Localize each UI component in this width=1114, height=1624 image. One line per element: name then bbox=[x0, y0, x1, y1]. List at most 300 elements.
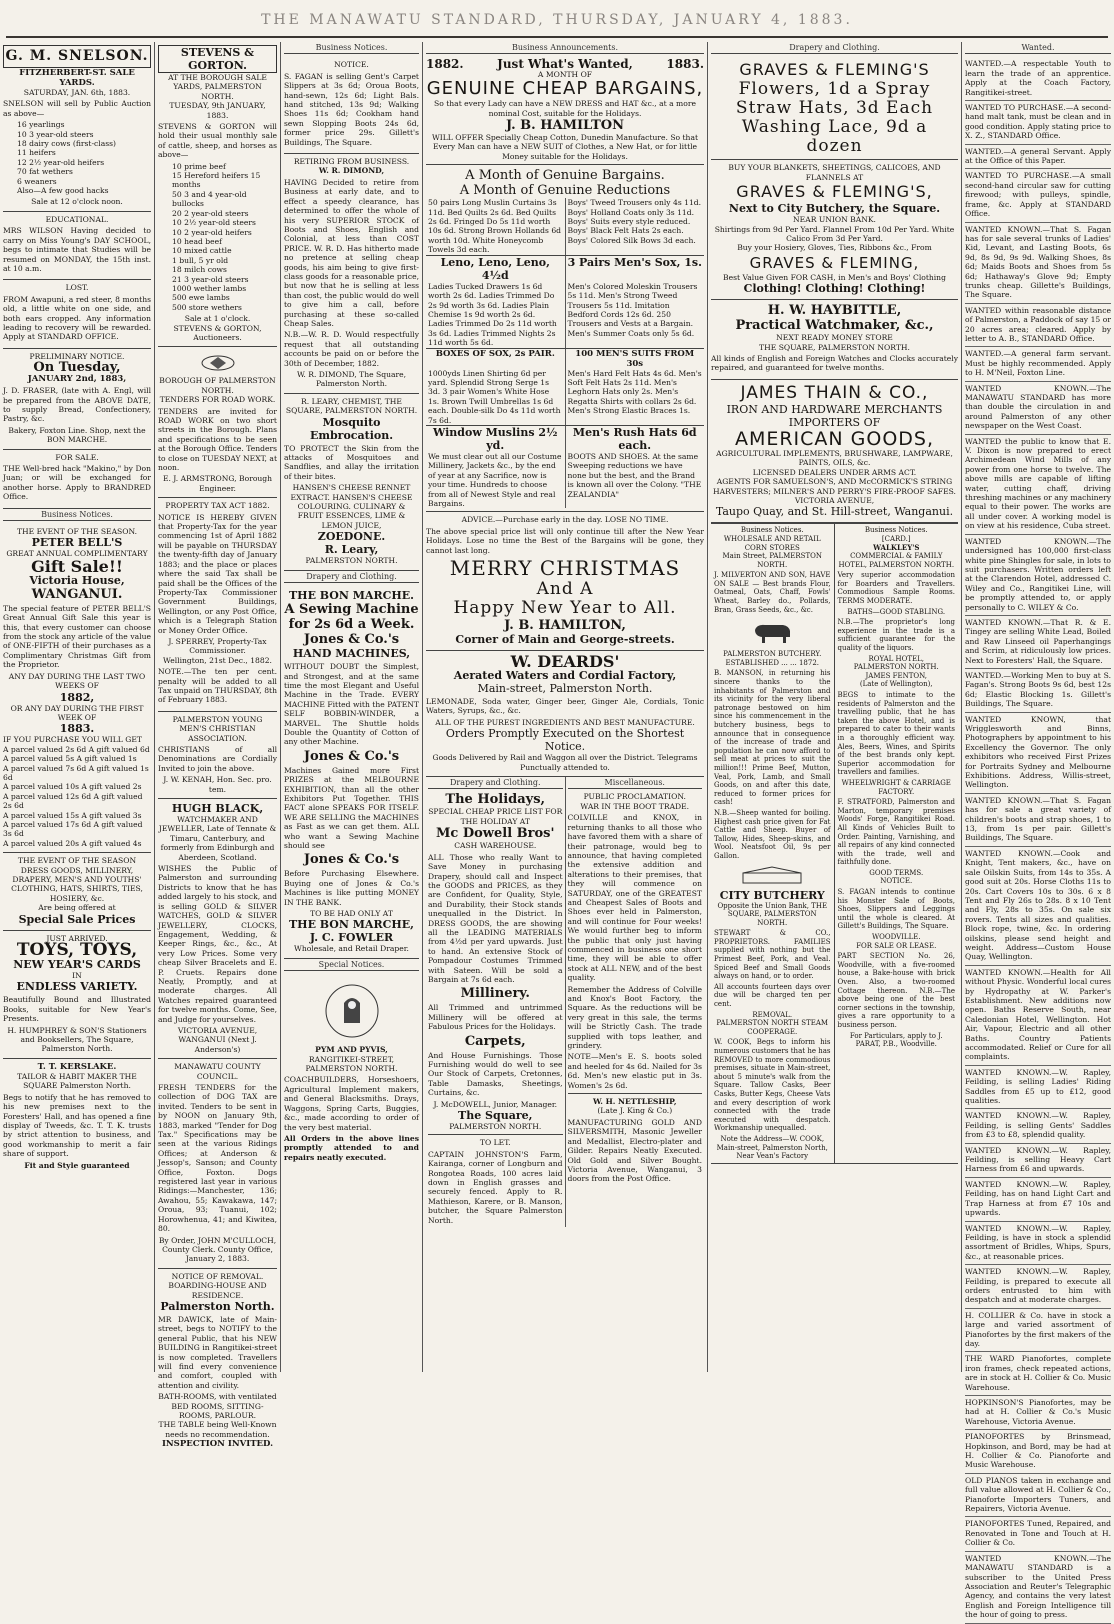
wanted-ad: OLD PIANOS taken in exchange and full value allowed at H. Collier & Co., Pianoforte Importers Tuners, and Repairers, Victoria Avenue. bbox=[965, 1474, 1111, 1518]
best-value: Best Value Given FOR CASH, in Men's and Boys' Clothing bbox=[723, 272, 946, 282]
hamilton-name-2: J. B. HAMILTON, bbox=[504, 618, 626, 634]
wanted-ad: WANTED KNOWN.—The MANAWATU STANDARD is a subscriber to the United Press Association and Reuter's Telegraphic Agency, and contains the very latest English and Foreign Intelligence till the hour of going to press. bbox=[965, 1552, 1111, 1624]
bon-marche-title: THE BON MARCHE. bbox=[289, 589, 414, 603]
tuesday-date: JANUARY 2nd, 1883, bbox=[27, 374, 127, 385]
wanted-ad: PIANOFORTES Tuned, Repaired, and Renovated in Tone and Touch at H. Collier & Co. bbox=[965, 1517, 1111, 1551]
haybittle-square: THE SQUARE, PALMERSTON NORTH. bbox=[759, 342, 910, 352]
section-header: Business Notices. bbox=[3, 509, 151, 521]
fenton-sub: (Late of Wellington), bbox=[859, 680, 933, 689]
list-item: 10 prime beef bbox=[172, 161, 226, 171]
fowler-name: J. C. FOWLER bbox=[309, 931, 394, 945]
hugh-text: WISHES the Public of Palmerston and surrounding Districts to know that he has added largely to his stock, and is selling GOLD & SILVER WATCHES, GOLD & SILVER JEWELLERY, CLOCKS, Engagement, Wedding, & Keeper Rings, &c., &c., At very Low Prices. Some very cheap Silver Bracelets and E. P. Cruets. Repairs done Neatly, Promptly, and at moderate charges. All Watches repaired guaranteed for twelve months. Come, See, and Judge for yourselves. bbox=[158, 864, 277, 1024]
walkley-text: Very superior accommodation for Boarders and Travellers. Commodious Sample Rooms. TERMS MODERATE. bbox=[837, 571, 955, 606]
city-butchery-title: CITY BUTCHERY bbox=[719, 888, 825, 902]
taupo-text: Taupo Quay, and St. Hill-street, Wanganui. bbox=[715, 505, 954, 519]
cheese-text: HANSEN'S CHEESE RENNET EXTRACT. HANSEN'S CHEESE COLOURING. CULINARY & FRUIT ESSENCES, LIME & LEMON JUICE, bbox=[290, 483, 413, 530]
table-row: A parcel valued 15s A gift valued 3s bbox=[3, 810, 142, 820]
wanted-list bbox=[965, 57, 1111, 1623]
watchmaker-title: Practical Watchmaker, &c., bbox=[735, 318, 934, 334]
list-item: 18 milch cows bbox=[172, 265, 227, 275]
sewing-title: A Sewing Machine for 2s 6d a Week. bbox=[284, 602, 419, 633]
for-sale-title: FOR SALE OR LEASE. bbox=[856, 941, 937, 950]
advice-para: The above special price list will only continue till after the New Year Holidays. Lose no time the Best of the Bargains will be gone, they cannot last long. bbox=[426, 526, 704, 555]
commercial-title: COMMERCIAL & FAMILY HOTEL, PALMERSTON NORTH. bbox=[838, 552, 955, 569]
wanted-ad: WANTED TO PURCHASE.—A small second-hand circular saw for cutting firewood; with pulleys, spindle, frame, &c. Apply at STANDARD Office. bbox=[965, 169, 1111, 222]
fowler-sub: Wholesale, and Retail Draper. bbox=[294, 944, 409, 954]
column-1 bbox=[0, 42, 154, 1372]
kenah-sign: J. W. KENAH, Hon. Sec. pro. tem. bbox=[163, 775, 272, 794]
sox-text: Men's Colored Moleskin Trousers 5s 11d. Men's Strong Tweed Trousers 5s 11d. Imitation Bedford Cords 12s 6d. 250 Trousers and Vests at a Bargain. Men's Summer Coats only 5s 6d. bbox=[565, 282, 705, 348]
list-item: 500 ewe lambs bbox=[172, 293, 230, 303]
mosquito-text: TO PROTECT the Skin from the attacks of Mosquitoes and Sandflies, and allay the irritation of their bites. bbox=[284, 443, 419, 481]
wanted-ad: PIANOFORTES by Brinsmead, Hopkinson, and Bord, may be had at H. Collier & Co. Pianoforte and Music Warehouse. bbox=[965, 1430, 1111, 1474]
section-header: Special Notices. bbox=[284, 959, 419, 971]
walkley-nb: N.B.—The proprietor's long experience in the trade is a sufficient guarantee for the quality of the liquors. bbox=[837, 618, 955, 653]
coat-of-arms-icon bbox=[198, 354, 238, 372]
tax-text: NOTICE IS HEREBY GIVEN that Property-Tax for the year commencing 1st of April 1882 will be payable on THURSDAY the twenty-fifth day of January 1883; and the place or places where the said Tax shall be paid shall be the Offices of the Property-Tax Commissioner Government Buildings, Wellington, or any Post Office, which is a Telegraph Station or Money Order Office. bbox=[158, 512, 277, 635]
window-text: We must clear out all our Costume Millinery, Jackets &c., by the end of year at any Sacrifice, now is your time. Hundreds to choose from all of Newest Style and real Bargains. bbox=[428, 451, 562, 508]
for-sale-title: FOR SALE. bbox=[55, 452, 99, 462]
wanted-ad: WANTED KNOWN.—W. Rapley, Feilding, is prepared to execute all orders entrusted to him with despatch and at moderate charges. bbox=[965, 1265, 1111, 1309]
fenton-text: BEGS to intimate to the residents of Palmerston and the travelling public, that he has taken the above Hotel, and is prepared to cater to their wants in a thoroughly efficient way. Ales, Beers, Wines, and Spirits of the best brands only kept. Superior accommodation for travellers and families. bbox=[837, 691, 955, 777]
price-list-6 bbox=[426, 425, 704, 452]
wanted-ad: H. COLLIER & Co. have in stock a large and varied assortment of Pianofortes by the first makers of the day. bbox=[965, 1309, 1111, 1353]
stewart-text: STEWART & CO., PROPRIETORS. FAMILIES supplied with nothing but the Primest Beef, Pork, and Veal. Spiced Beef and Small Goods always on hand, or to order. bbox=[714, 929, 831, 981]
royal-location: PALMERSTON NORTH. bbox=[853, 663, 939, 672]
holidays-sub: SPECIAL CHEAP PRICE LIST FOR THE HOLIDAY AT bbox=[428, 807, 563, 826]
section-header: Wanted. bbox=[965, 42, 1111, 54]
happy-new-year: Happy New Year to All. bbox=[453, 598, 677, 619]
dimond-name: W. R. DIMOND, bbox=[318, 166, 385, 176]
list-item: 20 2 year-old steers bbox=[172, 208, 249, 218]
main-street-text: Main Street, PALMERSTON NORTH. bbox=[722, 552, 822, 569]
colville-text: COLVILLE and KNOX, in returning thanks to all those who have favored them with a share of their patronage, would beg to announce, that having completed the extensive addition and alterations to their premises, that they will commence on SATURDAY, one of the GREATEST and Cheapest Sales of Boots and Shoes ever held in Palmerston, and will continue for Four weeks! We would further beg to inform the public that only just having commenced in business one short time, they will be able to offer stock at ALL NEW, and of the best quality. bbox=[567, 813, 702, 983]
stevens-sign: STEVENS & GORTON, Auctioneers. bbox=[173, 323, 262, 342]
deards-ad bbox=[426, 651, 704, 777]
milverton-text: J. MILVERTON AND SON, HAVE ON SALE — Best brands Flour, Oatmeal, Oats, Chaff, Fowls' Wheat, Barley do., Pollards, Bran, Grass Seeds, &c., &c. bbox=[714, 571, 831, 614]
books-text: Beautifully Bound and Illustrated Books, suitable for New Year's Presents. bbox=[3, 995, 151, 1024]
list-item: 50 3 and 4 year-old bullocks bbox=[172, 189, 247, 209]
retiring-title: RETIRING FROM BUSINESS. bbox=[293, 157, 410, 167]
pym-text: COACHBUILDERS, Horseshoers, Agricultural Implement makers, and General Blacksmiths. Drays, Waggons, Spring Carts, Buggies, &c., made according to order of the very best material. bbox=[284, 1075, 419, 1132]
jones-title-3: Jones & Co.'s bbox=[303, 852, 400, 868]
month-reductions: A Month of Genuine Reductions bbox=[459, 183, 671, 199]
wanted-ad: WANTED KNOWN.—Health for All without Physic. Wonderful local cures by Hydropathy at W. Parker's Establishment. New additions now open. Baths Reserve South, near Caledonian Hotel, Wellington. Hot Air, Vapour, Electric and all other Baths. Country Patients accommodated. Relief or Cure for all complaints. bbox=[965, 966, 1111, 1066]
list-item: 16 yearlings bbox=[17, 120, 65, 130]
shirtings-text: Shirtings from 9d Per Yard. Flannel From 10d Per Yard. White Calico From 3d Per Yard. bbox=[714, 224, 955, 244]
inspection-text: INSPECTION INVITED. bbox=[161, 1439, 274, 1450]
sperrey-sign: J. SPERREY, Property-Tax Commissioner. bbox=[168, 636, 267, 656]
wanted-ad: WANTED KNOWN.—Cook and Knight, Tent makers, &c., have on sale Oilskin Suits, from 14s to 35s. A good suit at 20s. Horse Cloths 11s to 20s. Cart Covers 10s to 30s. 6 x 8 Tent and Fly 26s to 28s. 8 x 10 Tent and Fly, 28s to 35s. On sale six rovers. Tents all sizes and qualities. Block rope, twine, &c. In ordering oilskins, please send height and weight. Address—Custom House Quay, Wellington. bbox=[965, 847, 1111, 966]
merry-christmas: MERRY CHRISTMAS bbox=[449, 556, 681, 581]
armstrong-sign: E. J. ARMSTRONG, Borough Engineer. bbox=[162, 474, 273, 493]
hugh-trade: WATCHMAKER AND JEWELLER, Late of Tennate & Timaru, Canterbury, and formerly from Edinburgh and Aberdeen, Scotland. bbox=[158, 815, 277, 862]
table-row: A parcel valued 2s 6d A gift valued 6d bbox=[3, 744, 150, 754]
boxes-text: 1000yds Linen Shirting 6d per yard. Splendid Strong Serge 1s 3d. 3 pair Women's White Hose 1s. Brown Twill Umbrellas 1s 6d each. Double-silk Do 4s 11d worth 7s 6d. bbox=[428, 368, 561, 425]
educational-ad bbox=[3, 212, 151, 280]
list-item: 6 weaners bbox=[17, 176, 57, 186]
cow-icon bbox=[749, 618, 795, 646]
list-item: 18 dairy cows (first-class) bbox=[17, 139, 117, 149]
nettleship-text: MANUFACTURING GOLD AND SILVERSMITH, Masonic Jeweller and Medallist, Electro-plater and Gilder. Repairs Neatly Executed. Old Gold and Silver Bought. Victoria Avenue, Wanganui, 3 doors from the Post Office. bbox=[567, 1117, 702, 1184]
wanted-ad: HOPKINSON'S Pianofortes, may be had at H. Collier & Co.'s Music Warehouse, Victoria Avenue. bbox=[965, 1396, 1111, 1430]
educational-title: EDUCATIONAL. bbox=[45, 214, 109, 224]
jones-text-3: Before Purchasing Elsewhere. Buying one of Jones & Co.'s Machines is like putting MONEY IN THE BANK. bbox=[284, 869, 419, 907]
lost-ad bbox=[3, 280, 151, 348]
wanted-heading: Just What's Wanted, bbox=[497, 57, 633, 72]
royal-title: ROYAL HOTEL, bbox=[868, 654, 924, 663]
wholesale-title: WHOLESALE AND RETAIL CORN STORES bbox=[723, 534, 821, 552]
lemonade-text: LEMONADE, Soda water, Ginger beer, Ginger Ale, Cordials, Tonic Waters, Syrups, &c., &c. bbox=[426, 697, 704, 716]
dimond-nb: N.B.—W. R. D. Would respectfully request that all outstanding accounts be paid on or before the 30th of December, 1882. bbox=[284, 330, 419, 368]
or-any-day-text: OR ANY DAY DURING THE FIRST WEEK OF bbox=[10, 703, 144, 722]
milverton-ad bbox=[711, 524, 835, 1162]
haybittle-name: H. W. HAYBITTLE, bbox=[767, 303, 902, 319]
agri-text: AGRICULTURAL IMPLEMENTS, BRUSHWARE, LAMPWARE, PAINTS, OILS, &c. bbox=[716, 448, 953, 468]
county-ad bbox=[158, 1059, 277, 1269]
wanted-ad: WANTED the public to know that E. V. Dixon is now prepared to erect Archimedean Wind Mills of any power from one horse to twelve. The above mills are capable of lifting water, cutting chaff, driving threshing machines or any machinery equal to their power. The works are all under cover. A working model is on view at his residence, Cuba street. bbox=[965, 435, 1111, 535]
col5-grid bbox=[711, 523, 958, 1163]
tenders-text: TENDERS are invited for ROAD WORK on two short streets in the Borough. Plans and specifications to be seen at the Borough Office. Tenders to close on TUESDAY NEXT, at noon. bbox=[158, 406, 277, 473]
borough-ad bbox=[158, 347, 277, 498]
bon-marche-ad bbox=[284, 586, 419, 959]
price-list-4 bbox=[426, 348, 704, 369]
nettleship-sub: (Late J. King & Co.) bbox=[597, 1106, 673, 1116]
for-sale-text: THE Well-bred hack "Makino," by Don Juan; or will be exchanged for another horse. Apply to BRANDRED Office. bbox=[3, 464, 151, 502]
ymca-title: PALMERSTON YOUNG MEN'S CHRISTIAN ASSOCIATION. bbox=[172, 714, 263, 743]
wanted-ad: WANTED.—A respectable Youth to learn the trade of an apprentice. Apply at the Coach Factory, Rangitikei-street. bbox=[965, 57, 1111, 101]
wanted-ad: WANTED KNOWN.—That R. & E. Tingey are selling White Lead, Boiled and Raw Linseed oil Paperhangings and Scrim, at ridiculously low prices. Next to Foresters' Hall, the Square. bbox=[965, 616, 1111, 669]
cook-text: W. COOK, Begs to inform his numerous customers that he has REMOVED to more commodious premises, situate in Main-street, about 5 minute's walk from the Square. Tallow Casks, Beer Casks, Butter Kegs, Cheese Vats and every description of work connected with the trade executed with despatch. Workmanship unequalled. bbox=[714, 1038, 831, 1133]
wanted-ad: WANTED KNOWN.—W. Rapley, Feilding, is selling Gents' Saddles from £3 to £8, splendid quality. bbox=[965, 1109, 1111, 1143]
window-title: Window Muslins 2½ yd. bbox=[432, 425, 558, 452]
millinery-title: Millinery. bbox=[460, 986, 530, 1002]
kerslake-ad bbox=[3, 1059, 151, 1174]
wheelwright-title: WHEELWRIGHT & CARRIAGE FACTORY. bbox=[841, 778, 951, 796]
list-item: 70 fat wethers bbox=[17, 167, 73, 177]
main-street: Main-street, Palmerston North. bbox=[477, 682, 653, 696]
butchery-title: PALMERSTON BUTCHERY. bbox=[723, 650, 822, 659]
boarding-title: BOARDING-HOUSE AND RESIDENCE. bbox=[168, 1281, 267, 1300]
wanted-ad: THE WARD Pianofortes, complete iron frames, check repeated actions, are in stock at H. Collier & Co. Music Warehouse. bbox=[965, 1352, 1111, 1396]
leary-ad bbox=[284, 394, 419, 571]
aerated-title: Aerated Waters and Cordial Factory, bbox=[453, 669, 677, 683]
prelim-title: PRELIMINARY NOTICE. bbox=[29, 351, 125, 361]
sox-title: 3 Pairs Men's Sox, 1s. bbox=[565, 256, 705, 282]
orders-title: Orders Promptly Executed on the Shortest Notice. bbox=[445, 727, 685, 754]
ymca-ad bbox=[158, 712, 277, 799]
stevens-date: TUESDAY, 9th JANUARY, 1883. bbox=[169, 101, 266, 120]
hugh-black-ad bbox=[158, 799, 277, 1059]
list-item: Also—A few good hacks bbox=[17, 186, 109, 196]
to-let-text: CAPTAIN JOHNSTON'S Farm, Kairanga, corner of Longburn and Rongotea Roads, 100 acres laid down in English grasses and securely fenced. Apply to R. Mathieson, Karere, or B. Manson, butcher, the Square Palmerston North. bbox=[428, 1149, 563, 1225]
fit-style-text: Fit and Style guaranteed bbox=[24, 1160, 130, 1170]
importers-title: IMPORTERS OF bbox=[788, 415, 881, 429]
tailor-title: TAILOR & HABIT MAKER THE SQUARE Palmerston North. bbox=[17, 1071, 137, 1091]
educational-text: MRS WILSON Having decided to carry on Miss Young's DAY SCHOOL, begs to intimate that Studies will be resumed on MONDAY, the 15th inst. at 10 a.m. bbox=[3, 226, 151, 273]
card-text: [CARD.] bbox=[881, 534, 911, 543]
hand-machines-title: HAND MACHINES, bbox=[292, 647, 411, 661]
year-1883: 1883. bbox=[666, 57, 704, 72]
price-list-3 bbox=[426, 282, 704, 348]
pym-foot: All Orders in the above lines promptly attended to and repairs neatly executed. bbox=[284, 1133, 419, 1162]
masthead bbox=[0, 0, 1114, 42]
table-row: A parcel valued 7s 6d A gift valued 1s 6d bbox=[3, 763, 149, 782]
section-header: Business Notices. bbox=[284, 42, 419, 54]
stevens-intro: STEVENS & GORTON will hold their usual monthly sale of cattle, sheep, and horses as above— bbox=[158, 122, 277, 160]
price-list-5 bbox=[426, 369, 704, 425]
baths-text: BATHS—GOOD STABLING. bbox=[847, 607, 946, 616]
to-let-title: TO LET. bbox=[479, 1138, 511, 1148]
wanted-ad: WANTED KNOWN.—The MANAWATU STANDARD has more than double the circulation in and around Palmerston of any other newspaper on the West Coast. bbox=[965, 382, 1111, 435]
established-text: ESTABLISHED ... ... 1872. bbox=[725, 658, 819, 667]
advice-text: ADVICE.—Purchase early in the day. LOSE NO TIME. bbox=[461, 515, 669, 525]
colville-ad bbox=[565, 777, 705, 1227]
manson-nb: N.B.—Sheep wanted for boiling. Highest cash price given for Fat Cattle and Sheep. Buyer of Tallow, Hides, Sheep-skins, and Wool. Neatsfoot Oil, 9s per Gallon. bbox=[714, 808, 831, 860]
parcel-table bbox=[3, 735, 151, 848]
peter-bell-title: PETER BELL'S bbox=[31, 536, 123, 550]
wanted-ad: WANTED KNOWN.—W. Rapley, Feilding, is have in stock a splendid assortment of Bridles, Whips, Spurs, &c., at reasonable prices. bbox=[965, 1222, 1111, 1266]
dimond-text: HAVING Decided to retire from Business at early date, and to effect a speedy clearance, has determined to offer the whole of his very SUPERIOR STOCK of Boots and Shoes, English and Colonial, at less than COST PRICE. W. R. D. Has hitherto made no pretence at selling cheap goods, his aim being to give first-class goods for a reasonable price, but now that he is selling at less than cost, the public would do well to give him a call, before purchasing at these so-called Cheap Sales. bbox=[284, 177, 419, 328]
month-of: A MONTH OF bbox=[537, 69, 593, 79]
snelson-time: Sale at 12 o'clock noon. bbox=[31, 197, 123, 207]
humphrey-ad bbox=[3, 931, 151, 1059]
haybittle-text: All kinds of English and Foreign Watches and Clocks accurately repaired, and guaranteed for twelve months. bbox=[711, 354, 958, 373]
fraser-text: J. D. FRASER, (late with A. Engl, will be prepared from the ABOVE DATE, to supply Bread, Confectionery, Pastry, &c. bbox=[3, 386, 151, 424]
fagan-notice-ad bbox=[284, 57, 419, 154]
mcdowell-ad bbox=[426, 777, 565, 1227]
cook-address: Note the Address—W. COOK, Main-street, Palmerston North, Near Vean's Factory bbox=[716, 1134, 828, 1161]
genuine-sub: So that every Lady can have a NEW DRESS and HAT &c., at a more nominal Cost, suitable for the Holidays. bbox=[434, 99, 696, 118]
toys-title: TOYS, TOYS, bbox=[16, 940, 138, 961]
jones-title-2: Jones & Co.'s bbox=[303, 748, 400, 764]
tenders-title: TENDERS FOR ROAD WORK. bbox=[159, 395, 276, 405]
city-location: Opposite the Union Bank, THE SQUARE, PALMERSTON NORTH. bbox=[717, 901, 828, 927]
leno-text: Ladies Tucked Drawers 1s 6d worth 2s 6d. Ladies Trimmed Do 2s 9d worth 3s 6d. Ladies Plain Chemise 1s 9d worth 2s 6d. Ladies Trimmed Do 2s 11d worth 3s 6d. Ladies Trimmed Nights 2s 11d worth 5s 6d. bbox=[428, 281, 557, 348]
palmerston-north: PALMERSTON NORTH. bbox=[449, 1122, 542, 1132]
crest-icon bbox=[322, 981, 382, 1041]
hugh-address: VICTORIA AVENUE, WANGANUI (Next J. Anderson's) bbox=[177, 1025, 258, 1054]
list-item: 1 bull, 5 yr old bbox=[172, 255, 229, 265]
bon-marche-title-2: THE BON MARCHE, bbox=[289, 918, 414, 932]
tailor-text: Begs to notify that he has removed to his new premises next to the Foresters' Hall, and has opened a fine display of Tweeds, &c. T. T. K. trusts by strict attention to business, and good workmanship to merit a fair share of support. bbox=[3, 1092, 151, 1159]
pym-address: RANGITIKEI-STREET, PALMERSTON NORTH. bbox=[305, 1054, 398, 1074]
stevens-ad bbox=[158, 42, 277, 347]
wanted-ad: WANTED.—Working Men to buy at S. Fagan's. Strong Boots 9s 6d, best 12s 6d; Elastic Blocking 1s. Gillett's Buildings, The Square. bbox=[965, 669, 1111, 713]
haybittle-ad bbox=[711, 300, 958, 380]
bakery-text: Bakery, Foxton Line. Shop, next the BON MARCHE. bbox=[8, 425, 146, 445]
manson-text: B. MANSON, in returning his sincere thanks to the inhabitants of Palmerston and its vicinity for the very liberal patronage bestowed on him since his commencement in the butchery business, begs to announce that in consequence of the increase of trade and population he can now afford to sell meat at prices to suit the million!!! Prime Beef, Mutton, Veal, Pork, Lamb, and Small Goods, on and after this date, reduced to former prices for cash! bbox=[714, 669, 831, 807]
next-ready: NEXT READY MONEY STORE bbox=[776, 333, 893, 343]
wanted-ad: WANTED KNOWN.—The undersigned has 100,000 first-class white pine Shingles for sale, in lots to suit purchasers. Written orders left at the Clarendon Hotel, addressed C. Wiley and Co., Rangitikei Line, will be promptly attended to, or apply personally to C. WILEY & Co. bbox=[965, 535, 1111, 616]
stevens-stock-list bbox=[158, 162, 277, 313]
gift-paragraph: The special feature of PETER BELL'S Great Annual Gift Sale this year is this, that every customer can choose from the stock any article of the value of ONE-FIFTH of their purchases as a Complimentary Christmas Gift from the Proprietor. bbox=[3, 603, 151, 670]
event-title: THE EVENT OF THE SEASON. bbox=[16, 527, 138, 537]
list-item: 10 2½ year-old steers bbox=[172, 218, 256, 228]
wanted-ad: WANTED.—A general Servant. Apply at the Office of this Paper. bbox=[965, 145, 1111, 170]
table-row: IF YOU PURCHASE YOU WILL GET bbox=[3, 735, 142, 745]
buy-text: BUY YOUR BLANKETS, SHEETINGS, CALICOES, AND FLANNELS AT bbox=[728, 163, 941, 182]
corner-text: Corner of Main and George-streets. bbox=[455, 633, 675, 647]
table-row: A parcel valued 12s 6d A gift valued 2s 6d bbox=[3, 791, 143, 811]
and-a: And A bbox=[536, 579, 594, 600]
graves-title: GRAVES & FLEMING'S bbox=[739, 60, 930, 80]
carpets-text: And House Furnishings. Those Furnishing would do well to see Our Stock of Carpets, Cretonnes, Table Damasks, Sheetings, Curtains, &c. bbox=[428, 1050, 563, 1098]
suits-title: 100 MEN'S SUITS FROM 30s bbox=[565, 349, 705, 369]
removal-title: REMOVAL. bbox=[752, 1010, 793, 1019]
graves-title-3: GRAVES & FLEMING, bbox=[749, 253, 920, 272]
thain-ad bbox=[711, 380, 958, 523]
hosiery-text: Buy your Hosiery, Gloves, Ties, Ribbons &c., From bbox=[737, 243, 932, 253]
column-4 bbox=[422, 42, 707, 1372]
notice-title: NOTICE. bbox=[880, 877, 913, 886]
endless-variety: ENDLESS VARIETY. bbox=[16, 980, 138, 994]
jones-text: WITHOUT DOUBT the Simplest, and Strongest, and at the same time the most Elegant and Useful Machine in the Trade. EVERY MACHINE Fitted with the PATENT SELF BOBBIN-WINDER, a MARVEL. The Shuttle holds Double the Quantity of Cotton of any other Machine. bbox=[284, 662, 419, 747]
pym-title: PYM AND PYVIS, bbox=[315, 1045, 388, 1055]
carpets-title: Carpets, bbox=[464, 1033, 526, 1049]
ymca-text: CHRISTIANS of all Denominations are Cordially Invited to join the above. bbox=[158, 745, 277, 773]
fenton-title: JAMES FENTON, bbox=[865, 671, 928, 680]
gift-intro: GREAT ANNUAL COMPLIMENTARY bbox=[6, 549, 148, 559]
hamilton-sub: WILL OFFER Specially Cheap Cotton, Dunedin Manufacture. So that Every Man can have a NEW SUIT of Clothes, a New Hat, or for little Money suitable for the Holidays. bbox=[431, 133, 699, 161]
snelson-stock-list bbox=[3, 120, 151, 195]
deards-title: W. DEARDS' bbox=[510, 652, 620, 672]
mcdowell-title: Mc Dowell Bros' bbox=[436, 826, 555, 842]
notice-title: NOTICE. bbox=[334, 60, 369, 70]
list-item: 11 heifers bbox=[17, 148, 56, 158]
pym-ad bbox=[284, 974, 419, 1168]
square-title: The Square, bbox=[458, 1109, 533, 1123]
column-3 bbox=[280, 42, 422, 1372]
table-row: A parcel valued 5s A gift valued 1s bbox=[3, 754, 137, 764]
colville-text-2: Remember the Address of Colville and Knox's Boot Factory, the Square. As the reductions will be very great in this sale, the terms will be Strictly Cash. The trade supplied with tops leather, and grindery. bbox=[567, 984, 702, 1051]
special-sale-title: Special Sale Prices bbox=[18, 912, 136, 926]
list-item: 15 Hereford heifers 15 months bbox=[172, 171, 261, 190]
boxes-title: BOXES OF SOX, 2s PAIR. bbox=[435, 348, 555, 359]
cash-title: CASH WAREHOUSE. bbox=[454, 841, 537, 851]
wanted-ad: WANTED KNOWN.—That S. Fagan has for sale several trunks of Ladies' Kid, Levant, and Lasting Boots, 6s 9d, 8s 9d, 9s 9d. Walking Shoes, 8s 6d; Maids Boots and Shoes from 5s 6d; Hathaway's Glove 9d; Empty trunks cheap. Gillette's Buildings, The Square. bbox=[965, 223, 1111, 304]
mosquito-title: Mosquito Embrocation. bbox=[309, 415, 394, 442]
section-header: Business Notices. bbox=[740, 526, 804, 535]
masthead-rule bbox=[6, 36, 1108, 38]
wanted-ad: WANTED KNOWN.—W. Rapley, Feilding, has on hand Light Cart and Trap Harness at from £7 10s and upwards. bbox=[965, 1178, 1111, 1222]
straw-line: Straw Hats, 3d Each bbox=[735, 98, 934, 119]
county-text: FRESH TENDERS for the collection of DOG TAX are invited. Tenders to be sent in by NOON on January 9th, 1883, marked "Tender for Dog Tax." Specifications may be seen at the various Ridings Offices; at Anderson & Jessop's, Sanson; and County Office, Foxton. Dogs registered last year in various Ridings:—Manchester, 136; Awahou, 55; Kawakawa, 147; Oroua, 93; Tuanui, 102; Horowhenua, 41; and Kiwitea, 80. bbox=[158, 1083, 277, 1234]
list-item: 1000 wether lambs bbox=[172, 283, 247, 293]
list-item: 10 3 year-old steers bbox=[17, 129, 94, 139]
stevens-title: STEVENS & GORTON. bbox=[158, 45, 277, 73]
victoria-house: Victoria House, bbox=[29, 573, 125, 587]
rush-title: Men's Rush Hats 6d each. bbox=[565, 426, 705, 452]
fraser-ad bbox=[3, 349, 151, 450]
section-header: Business Announcements. bbox=[426, 42, 704, 54]
hamilton-years bbox=[426, 57, 704, 72]
mcdowell-sign: J. McDOWELL, Junior, Manager. bbox=[433, 1099, 558, 1109]
for-sale-ad bbox=[3, 450, 151, 509]
list-item: 21 3 year-old steers bbox=[172, 274, 249, 284]
cooperage-title: PALMERSTON NORTH STEAM COOPERAGE. bbox=[716, 1019, 829, 1036]
accounts-text: All accounts fourteen days over due will be charged ten per cent. bbox=[714, 982, 831, 1009]
zoedone-title: ZOEDONE. bbox=[317, 530, 386, 544]
american-title: AMERICAN GOODS, bbox=[734, 427, 935, 450]
sperrey-date: Wellington, 21st Dec., 1882. bbox=[163, 655, 272, 665]
city-building-icon bbox=[737, 865, 807, 885]
only-at-text: TO BE HAD ONLY AT bbox=[310, 909, 393, 919]
wanted-ad: WANTED KNOWN, that Wrigglesworth and Binns, Photographers by appointment to his Excellency the Governor. The only exhibitors who received First Prizes for Portraits Sydney and Melbourne Exhibitions. Address, Willis-street, Wellington. bbox=[965, 713, 1111, 794]
mcdowell-text: ALL Those who really Want to Save Money in purchasing Drapery, should call and Inspect the GOODS and PRICES, as they are Confident, for Quality, Style, and Durability, their Stock stands unequalled in the District. In DRESS GOODS, the are showing all the LEADING MATERIALS from 4½d per yard upwards. Just to hand. An extensive Stock of Pompadour Costumes Trimmed with Sateen. Will be sold a Bargain at 7s 6d each. bbox=[428, 852, 563, 984]
palmerston-title: Palmerston North. bbox=[160, 1299, 275, 1313]
jones-title: Jones & Co.'s bbox=[303, 632, 400, 648]
hamilton-ad bbox=[426, 57, 704, 651]
good-terms: GOOD TERMS. bbox=[869, 868, 924, 877]
table-row: A parcel valued 20s A gift valued 4s bbox=[3, 838, 142, 848]
wanted-ad: WANTED KNOWN.—That S. Fagan has for sale a great variety of children's boots and strap shoes, 1 to 13, from 1s per pair. Gillett's Buildings, The Square. bbox=[965, 794, 1111, 847]
list-item: 500 store wethers bbox=[172, 302, 242, 312]
month-genuine: A Month of Genuine Bargains. bbox=[465, 168, 665, 184]
hugh-title: HUGH BLACK, bbox=[171, 802, 264, 816]
removal-text: MR DAWICK, late of Main-street, begs to NOTIFY to the general Public, that his NEW BUILDING in Rangitikei-street is now completed. Travellers will find every convenience and comfort, coupled with attention and civility. bbox=[158, 1314, 277, 1390]
humphrey-name: H. HUMPHREY & SON'S Stationers and Booksellers, The Square, Palmerston North. bbox=[7, 1025, 147, 1054]
dress-goods-ad bbox=[3, 853, 151, 930]
stratford-text: F. STRATFORD, Palmerston and Marton, temporary premises Woods' Forge, Rangitikei Road. All Kinds of Vehicles Built to Order. Painting, Varnishing, and all repairs of any kind connected with the trade, well and faithfully done. bbox=[837, 798, 955, 867]
prices-left: 50 pairs Long Muslin Curtains 3s 11d. Bed Quilts 2s 6d. Bed Quilts 2s 6d. Fringed Do 5s 11d worth 10s 6d. Strong Brown Hollands 6d worth 10d. White Honeycomb Towels 3d each. bbox=[428, 198, 562, 255]
leary-name: R. Leary, bbox=[324, 543, 379, 557]
suits-text: Men's Hard Felt Hats 4s 6d. Men's Soft Felt Hats 2s 11d. Men's Leghorn Hats only 2s. Men's Regatta Shirts with collars 2s 6d. Men's Strong Elastic Braces 1s. bbox=[565, 369, 705, 425]
wanganui-title: WANGANUI. bbox=[31, 586, 123, 602]
iron-title: IRON AND HARDWARE MERCHANTS bbox=[726, 402, 943, 416]
graves-title-2: GRAVES & FLEMING'S, bbox=[736, 182, 933, 202]
hamilton-name: J. B. HAMILTON bbox=[505, 118, 625, 134]
col4-bottom bbox=[426, 777, 704, 1227]
woodville-text: PART SECTION No. 26, Woodville, with a five-roomed house, a Bake-house with brick Oven. Also, a two-roomed Cottage thereon. N.B.—The above being one of the best corner sections in the township, gives a rare opportunity to a business person. bbox=[837, 952, 955, 1029]
genuine-title: GENUINE CHEAP BARGAINS, bbox=[426, 78, 704, 100]
holidays-title: The Holidays, bbox=[445, 792, 546, 808]
dimond-ad bbox=[284, 154, 419, 394]
kerslake-name: T. T. KERSLAKE. bbox=[37, 1061, 117, 1072]
column-2 bbox=[154, 42, 280, 1450]
event2-title: THE EVENT OF THE SEASON bbox=[17, 856, 137, 866]
year-1882: 1882, bbox=[59, 690, 95, 704]
stevens-yards: AT THE BOROUGH SALE YARDS, PALMERSTON NORTH. bbox=[168, 73, 267, 101]
wanted-ad: WANTED KNOWN.—W. Rapley, Feilding, is selling Heavy Cart Harness from £6 and upwards. bbox=[965, 1144, 1111, 1178]
new-year-cards: NEW YEAR'S CARDS bbox=[13, 958, 141, 972]
any-day-text: ANY DAY DURING THE LAST TWO WEEKS OF bbox=[8, 671, 146, 691]
county-sign: By Order, JOHN M'CULLOCH, County Clerk. County Office, January 2, 1883. bbox=[158, 1235, 277, 1264]
dimond-sign: W. R. DIMOND, The Square, Palmerston North. bbox=[296, 370, 407, 389]
woodville-title: WOODVILLE. bbox=[871, 933, 921, 942]
masthead-title: THE MANAWATU STANDARD, THURSDAY, JANUARY 4, 1883. bbox=[261, 12, 853, 28]
clothing-line: Clothing! Clothing! Clothing! bbox=[743, 282, 926, 296]
just-arrived: JUST ARRIVED. bbox=[46, 933, 108, 943]
agents-text: AGENTS FOR SAMUELSON'S, AND McCORMICK'S STRING HARVESTERS; MILNER'S AND PERRY'S FIRE-PROOF SAFES. bbox=[713, 477, 956, 496]
snelson-title: G. M. SNELSON. bbox=[3, 45, 151, 68]
dress-goods-text: DRESS GOODS, MILLINERY, DRAPERY, MEN'S AND YOUTHS' CLOTHING, HATS, SHIRTS, TIES, HOSIERY, &c. bbox=[11, 865, 143, 903]
tuesday-heading: On Tuesday, bbox=[33, 360, 121, 376]
section-header: Drapery and Clothing. bbox=[284, 571, 419, 583]
being-offered-text: Are being offered at bbox=[38, 903, 116, 913]
leary-location: PALMERSTON NORTH. bbox=[305, 556, 398, 566]
lost-text: FROM Awapuni, a red steer, 8 months old, a little white on one side, and both ears cropped. Any information leading to recovery will be rewarded. Apply at STANDARD OFFICE. bbox=[3, 294, 151, 342]
war-title: WAR IN THE BOOT TRADE. bbox=[580, 801, 690, 811]
peter-bell-ad bbox=[3, 524, 151, 853]
list-item: 10 mixed cattle bbox=[172, 246, 232, 256]
list-item: 10 2 year-old heifers bbox=[172, 227, 252, 237]
thain-title: JAMES THAIN & CO., bbox=[740, 382, 929, 403]
snelson-date: SATURDAY, JAN. 6th, 1883. bbox=[23, 88, 131, 97]
leary-head: R. LEARY, CHEMIST, THE SQUARE, PALMERSTON NORTH. bbox=[285, 396, 418, 416]
proclamation-title: PUBLIC PROCLAMATION. bbox=[583, 792, 686, 802]
borough-title: BOROUGH OF PALMERSTON NORTH. bbox=[159, 376, 276, 395]
